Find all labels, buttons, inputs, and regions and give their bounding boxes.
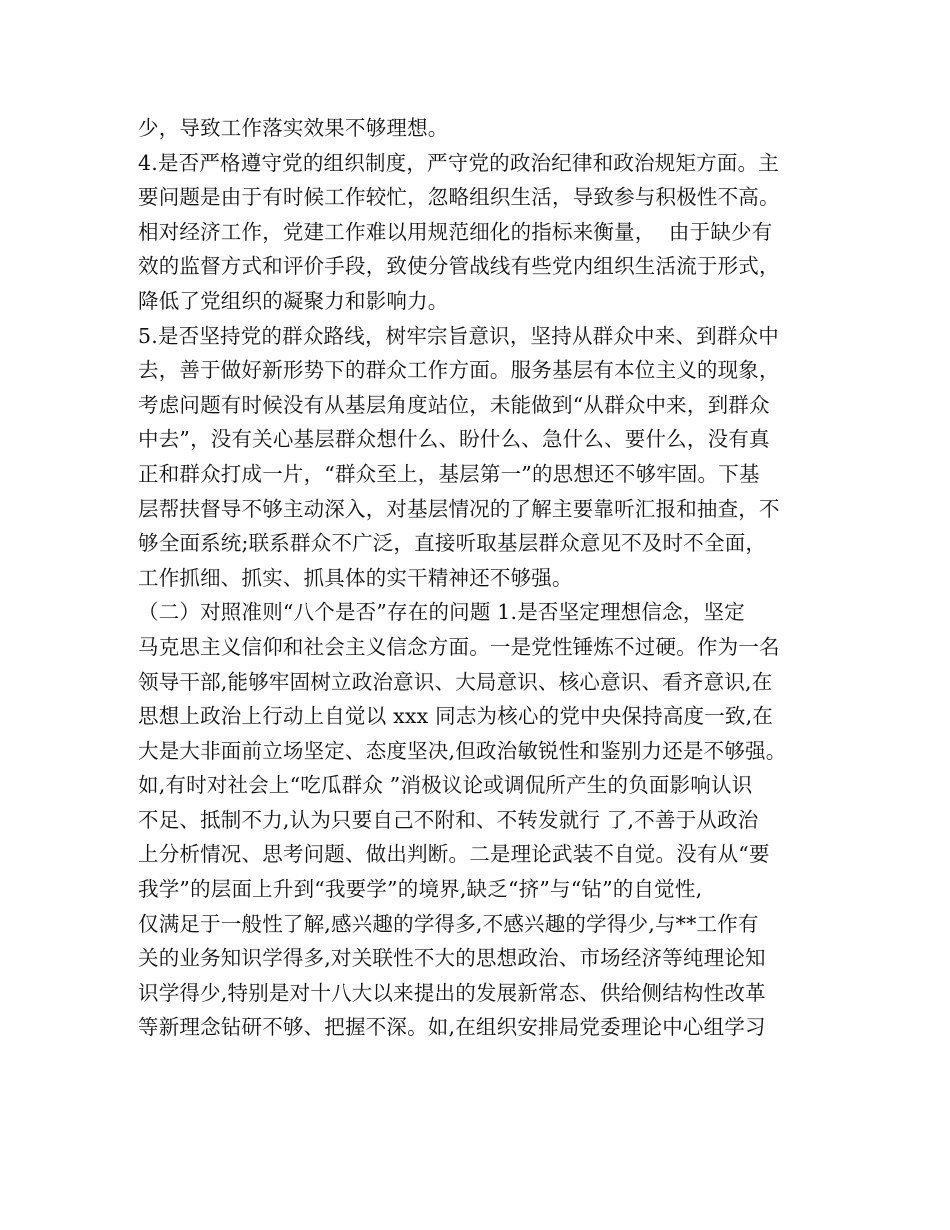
text-line-18: 思想上政治上行动上自觉以 xxx 同志为核心的党中央保持高度一致,在 (138, 704, 774, 729)
text-line-9: 考虑问题有时候没有从基层角度站位，未能做到“从群众中来，到群众 (138, 392, 770, 417)
text-line-12: 层帮扶督导不够主动深入，对基层情况的了解主要靠听汇报和抽查，不 (138, 496, 780, 521)
text-line-2: 4.是否严格遵守党的组织制度，严守党的政治纪律和政治规矩方面。主 (138, 150, 779, 175)
text-line-4: 相对经济工作，党建工作难以用规范细化的指标来衡量， 由于缺少有 (138, 219, 773, 244)
text-line-14: 工作抓细、抓实、抓具体的实干精神还不够强。 (138, 565, 573, 590)
text-line-6: 降低了党组织的凝聚力和影响力。 (138, 288, 449, 313)
text-line-24: 仅满足于一般性了解,感兴趣的学得多,不感兴趣的学得少,与**工作有 (138, 911, 759, 936)
text-line-21: 不足、抵制不力,认为只要自己不附和、不转发就行 了,不善于从政治 (138, 807, 759, 832)
text-line-3: 要问题是由于有时候工作较忙，忽略组织生活，导致参与积极性不高。 (138, 185, 780, 210)
text-line-8: 去，善于做好新形势下的群众工作方面。服务基层有本位主义的现象， (138, 358, 780, 383)
text-line-25: 关的业务知识学得多,对关联性不大的思想政治、市场经济等纯理论知 (138, 946, 766, 971)
text-line-5: 效的监督方式和评价手段，致使分管战线有些党内组织生活流于形式， (138, 254, 780, 279)
text-line-26: 识学得少,特别是对十八大以来提出的发展新常态、供给侧结构性改革 (138, 980, 766, 1005)
text-line-17: 领导干部,能够牢固树立政治意识、大局意识、核心意识、看齐意识,在 (138, 669, 773, 694)
text-line-20: 如,有时对社会上“吃瓜群众 ”消极议论或调侃所产生的负面影响认识 (138, 773, 753, 798)
text-line-7: 5.是否坚持党的群众路线，树牢宗旨意识，坚持从群众中来、到群众中 (138, 323, 779, 348)
text-line-27: 等新理念钻研不够、把握不深。如,在组织安排局党委理论中心组学习 (138, 1015, 766, 1040)
text-line-16: 马克思主义信仰和社会主义信念方面。一是党性锤炼不过硬。作为一名 (138, 634, 780, 659)
text-line-19: 大是大非面前立场坚定、态度坚决,但政治敏锐性和鉴别力还是不够强。 (138, 738, 787, 763)
body-text (138, 111, 828, 1045)
text-line-15: （二）对照准则“八个是否”存在的问题 1.是否坚定理想信念，坚定 (138, 600, 745, 625)
text-line-1: 少，导致工作落实效果不够理想。 (138, 116, 449, 140)
text-line-10: 中去”，没有关心基层群众想什么、盼什么、急什么、要什么，没有真 (138, 427, 770, 452)
text-line-23: 我学”的层面上升到“我要学”的境界,缺乏“挤”与“钻”的自觉性, (138, 877, 703, 902)
text-line-11: 正和群众打成一片，“群众至上，基层第一”的思想还不够牢固。下基 (138, 461, 760, 486)
text-line-13: 够全面系统;联系群众不广泛，直接听取基层群众意见不及时不全面， (138, 531, 767, 556)
text-line-22: 上分析情况、思考问题、做出判断。二是理论武装不自觉。没有从“要 (138, 842, 770, 867)
